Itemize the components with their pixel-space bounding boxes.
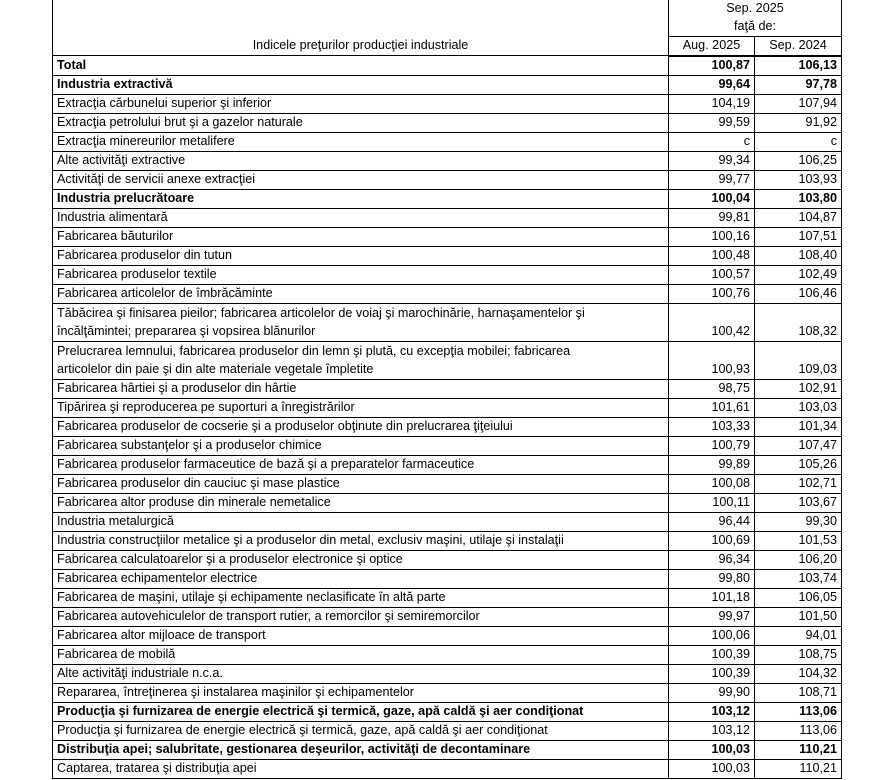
row-label: Fabricarea echipamentelor electrice xyxy=(53,569,669,588)
table-row xyxy=(53,645,842,664)
period-header-line2: faţă de: xyxy=(733,18,776,33)
row-label: Fabricarea produselor textile xyxy=(53,265,669,284)
table-row xyxy=(53,436,842,455)
value-aug-2025: 100,04 xyxy=(669,189,755,208)
value-aug-2025: 100,11 xyxy=(669,493,755,512)
value-aug-2025: 99,80 xyxy=(669,569,755,588)
value-aug-2025: 100,48 xyxy=(669,246,755,265)
table-row xyxy=(53,113,842,132)
table-row xyxy=(53,94,842,113)
value-aug-2025: 103,12 xyxy=(669,721,755,740)
value-sep-2024: 104,87 xyxy=(755,208,842,227)
value-sep-2024: 106,25 xyxy=(755,151,842,170)
row-label: Captarea, tratarea şi distribuţia apei xyxy=(53,759,669,778)
table-row xyxy=(53,721,842,740)
row-label: Total xyxy=(53,56,669,76)
row-label: Extracţia cărbunelui superior şi inferior xyxy=(53,94,669,113)
row-label: Industria extractivă xyxy=(53,75,669,94)
table-row xyxy=(53,151,842,170)
table-row xyxy=(53,132,842,151)
value-sep-2024: 107,94 xyxy=(755,94,842,113)
value-aug-2025: 100,03 xyxy=(669,740,755,759)
row-label: Tipărirea şi reproducerea pe suporturi a înregistrărilor xyxy=(53,398,669,417)
value-aug-2025: 101,61 xyxy=(669,398,755,417)
value-sep-2024: 105,26 xyxy=(755,455,842,474)
table-row xyxy=(53,246,842,265)
table-row xyxy=(53,626,842,645)
value-sep-2024: 101,50 xyxy=(755,607,842,626)
table-row xyxy=(53,512,842,531)
value-sep-2024: 101,34 xyxy=(755,417,842,436)
table-row xyxy=(53,550,842,569)
value-sep-2024: 91,92 xyxy=(755,113,842,132)
value-sep-2024: 99,30 xyxy=(755,512,842,531)
value-aug-2025: 96,44 xyxy=(669,512,755,531)
value-aug-2025: 100,39 xyxy=(669,645,755,664)
value-sep-2024: 108,40 xyxy=(755,246,842,265)
value-sep-2024: 106,05 xyxy=(755,588,842,607)
row-label: Fabricarea altor produse din minerale nemetalice xyxy=(53,493,669,512)
value-aug-2025: 100,03 xyxy=(669,759,755,778)
table-row-section xyxy=(53,702,842,721)
value-aug-2025: 98,75 xyxy=(669,379,755,398)
row-label: Industria metalurgică xyxy=(53,512,669,531)
value-sep-2024: 101,53 xyxy=(755,531,842,550)
table-row xyxy=(53,664,842,683)
value-sep-2024: 102,91 xyxy=(755,379,842,398)
period-header xyxy=(669,0,842,36)
value-sep-2024: 107,51 xyxy=(755,227,842,246)
value-aug-2025: 99,77 xyxy=(669,170,755,189)
table-row xyxy=(53,265,842,284)
table-row xyxy=(53,759,842,778)
value-sep-2024: 103,93 xyxy=(755,170,842,189)
table-row xyxy=(53,683,842,702)
value-aug-2025: 99,97 xyxy=(669,607,755,626)
value-sep-2024: 97,78 xyxy=(755,75,842,94)
value-aug-2025: 100,93 xyxy=(669,341,755,379)
table-row-multiline xyxy=(53,303,842,341)
value-sep-2024: 108,71 xyxy=(755,683,842,702)
table-row xyxy=(53,569,842,588)
row-label-line1: Prelucrarea lemnului, fabricarea produselor din lemn şi plută, cu excepţia mobilei; fabricarea xyxy=(57,344,571,358)
value-sep-2024: 108,75 xyxy=(755,645,842,664)
table-row xyxy=(53,227,842,246)
value-aug-2025: 101,18 xyxy=(669,588,755,607)
value-sep-2024: 103,80 xyxy=(755,189,842,208)
row-label: Fabricarea produselor de cocserie şi a produselor obţinute din prelucrarea ţiţeiului xyxy=(53,417,669,436)
table-row xyxy=(53,531,842,550)
value-sep-2024: 108,32 xyxy=(755,303,842,341)
row-label: Industria prelucrătoare xyxy=(53,189,669,208)
row-label: Activităţi de servicii anexe extracţiei xyxy=(53,170,669,189)
table-title: Indicele preţurilor producţiei industriale xyxy=(53,0,669,56)
value-aug-2025: 100,39 xyxy=(669,664,755,683)
row-label: Fabricarea băuturilor xyxy=(53,227,669,246)
value-aug-2025: 103,33 xyxy=(669,417,755,436)
value-aug-2025: 99,64 xyxy=(669,75,755,94)
value-sep-2024: 94,01 xyxy=(755,626,842,645)
table-row xyxy=(53,474,842,493)
table-row xyxy=(53,208,842,227)
table-row xyxy=(53,398,842,417)
table-row-section xyxy=(53,75,842,94)
value-aug-2025: 100,87 xyxy=(669,56,755,76)
value-aug-2025: 100,57 xyxy=(669,265,755,284)
value-aug-2025: 104,19 xyxy=(669,94,755,113)
value-aug-2025: 99,59 xyxy=(669,113,755,132)
value-aug-2025: 99,89 xyxy=(669,455,755,474)
row-label: Fabricarea articolelor de îmbrăcăminte xyxy=(53,284,669,303)
row-label: Extracţia minereurilor metalifere xyxy=(53,132,669,151)
row-label: Fabricarea substanţelor şi a produselor chimice xyxy=(53,436,669,455)
value-sep-2024: 113,06 xyxy=(755,702,842,721)
table-row-multiline xyxy=(53,341,842,379)
row-label: Alte activităţi extractive xyxy=(53,151,669,170)
row-label xyxy=(53,341,669,379)
row-label: Distribuţia apei; salubritate, gestionarea deşeurilor, activităţi de decontaminare xyxy=(53,740,669,759)
row-label xyxy=(53,303,669,341)
value-aug-2025: 100,42 xyxy=(669,303,755,341)
table-header xyxy=(53,0,842,56)
value-aug-2025: c xyxy=(669,132,755,151)
value-aug-2025: 96,34 xyxy=(669,550,755,569)
value-sep-2024: 106,13 xyxy=(755,56,842,76)
table-row xyxy=(53,417,842,436)
value-sep-2024: 107,47 xyxy=(755,436,842,455)
table-row xyxy=(53,284,842,303)
table-row xyxy=(53,493,842,512)
value-aug-2025: 100,69 xyxy=(669,531,755,550)
row-label: Fabricarea altor mijloace de transport xyxy=(53,626,669,645)
value-aug-2025: 100,79 xyxy=(669,436,755,455)
row-label: Fabricarea produselor farmaceutice de bază şi a preparatelor farmaceutice xyxy=(53,455,669,474)
value-sep-2024: 103,03 xyxy=(755,398,842,417)
value-sep-2024: 106,20 xyxy=(755,550,842,569)
column-header-sep-2024: Sep. 2024 xyxy=(755,36,842,56)
row-label: Producţia şi furnizarea de energie electrică şi termică, gaze, apă caldă şi aer condiţionat xyxy=(53,721,669,740)
value-sep-2024: 110,21 xyxy=(755,759,842,778)
value-sep-2024: 113,06 xyxy=(755,721,842,740)
table-body xyxy=(53,56,842,779)
row-label: Extracţia petrolului brut şi a gazelor naturale xyxy=(53,113,669,132)
table-row xyxy=(53,379,842,398)
row-label: Fabricarea de mobilă xyxy=(53,645,669,664)
column-header-aug-2025: Aug. 2025 xyxy=(669,36,755,56)
value-aug-2025: 99,90 xyxy=(669,683,755,702)
row-label: Fabricarea produselor din tutun xyxy=(53,246,669,265)
value-sep-2024: 103,74 xyxy=(755,569,842,588)
value-aug-2025: 100,08 xyxy=(669,474,755,493)
value-sep-2024: 106,46 xyxy=(755,284,842,303)
value-aug-2025: 100,06 xyxy=(669,626,755,645)
row-label: Fabricarea produselor din cauciuc şi mase plastice xyxy=(53,474,669,493)
row-label: Producţia şi furnizarea de energie electrică şi termică, gaze, apă caldă şi aer condiţionat xyxy=(53,702,669,721)
table-row xyxy=(53,588,842,607)
value-sep-2024: c xyxy=(755,132,842,151)
value-aug-2025: 100,16 xyxy=(669,227,755,246)
value-aug-2025: 99,34 xyxy=(669,151,755,170)
row-label: Fabricarea calculatoarelor şi a produselor electronice şi optice xyxy=(53,550,669,569)
row-label: Fabricarea autovehiculelor de transport rutier, a remorcilor şi semiremorcilor xyxy=(53,607,669,626)
row-label: Repararea, întreţinerea şi instalarea maşinilor şi echipamentelor xyxy=(53,683,669,702)
value-sep-2024: 104,32 xyxy=(755,664,842,683)
row-label: Industria alimentară xyxy=(53,208,669,227)
value-aug-2025: 103,12 xyxy=(669,702,755,721)
row-label: Fabricarea hârtiei şi a produselor din hârtie xyxy=(53,379,669,398)
row-label: Industria construcţiilor metalice şi a produselor din metal, exclusiv maşini, utilaje şi instalaţii xyxy=(53,531,669,550)
value-sep-2024: 110,21 xyxy=(755,740,842,759)
row-label-line2: articolelor din paie şi din alte materiale vegetale împletite xyxy=(57,361,374,376)
row-label: Alte activităţi industriale n.c.a. xyxy=(53,664,669,683)
value-aug-2025: 100,76 xyxy=(669,284,755,303)
table-row xyxy=(53,170,842,189)
row-label-line2: încălţămintei; prepararea şi vopsirea blănurilor xyxy=(57,323,316,338)
table-row-section xyxy=(53,740,842,759)
table-row-total xyxy=(53,56,842,76)
value-sep-2024: 102,71 xyxy=(755,474,842,493)
period-header-line1: Sep. 2025 xyxy=(726,1,784,15)
row-label: Fabricarea de maşini, utilaje şi echipamente neclasificate în altă parte xyxy=(53,588,669,607)
table-row-section xyxy=(53,189,842,208)
row-label-line1: Tăbăcirea şi finisarea pieilor; fabricarea articolelor de voiaj şi marochinărie, harnaşamentelor şi xyxy=(57,306,585,320)
table-row xyxy=(53,607,842,626)
value-sep-2024: 109,03 xyxy=(755,341,842,379)
ppi-table xyxy=(52,0,842,779)
value-sep-2024: 102,49 xyxy=(755,265,842,284)
table-row xyxy=(53,455,842,474)
value-sep-2024: 103,67 xyxy=(755,493,842,512)
value-aug-2025: 99,81 xyxy=(669,208,755,227)
